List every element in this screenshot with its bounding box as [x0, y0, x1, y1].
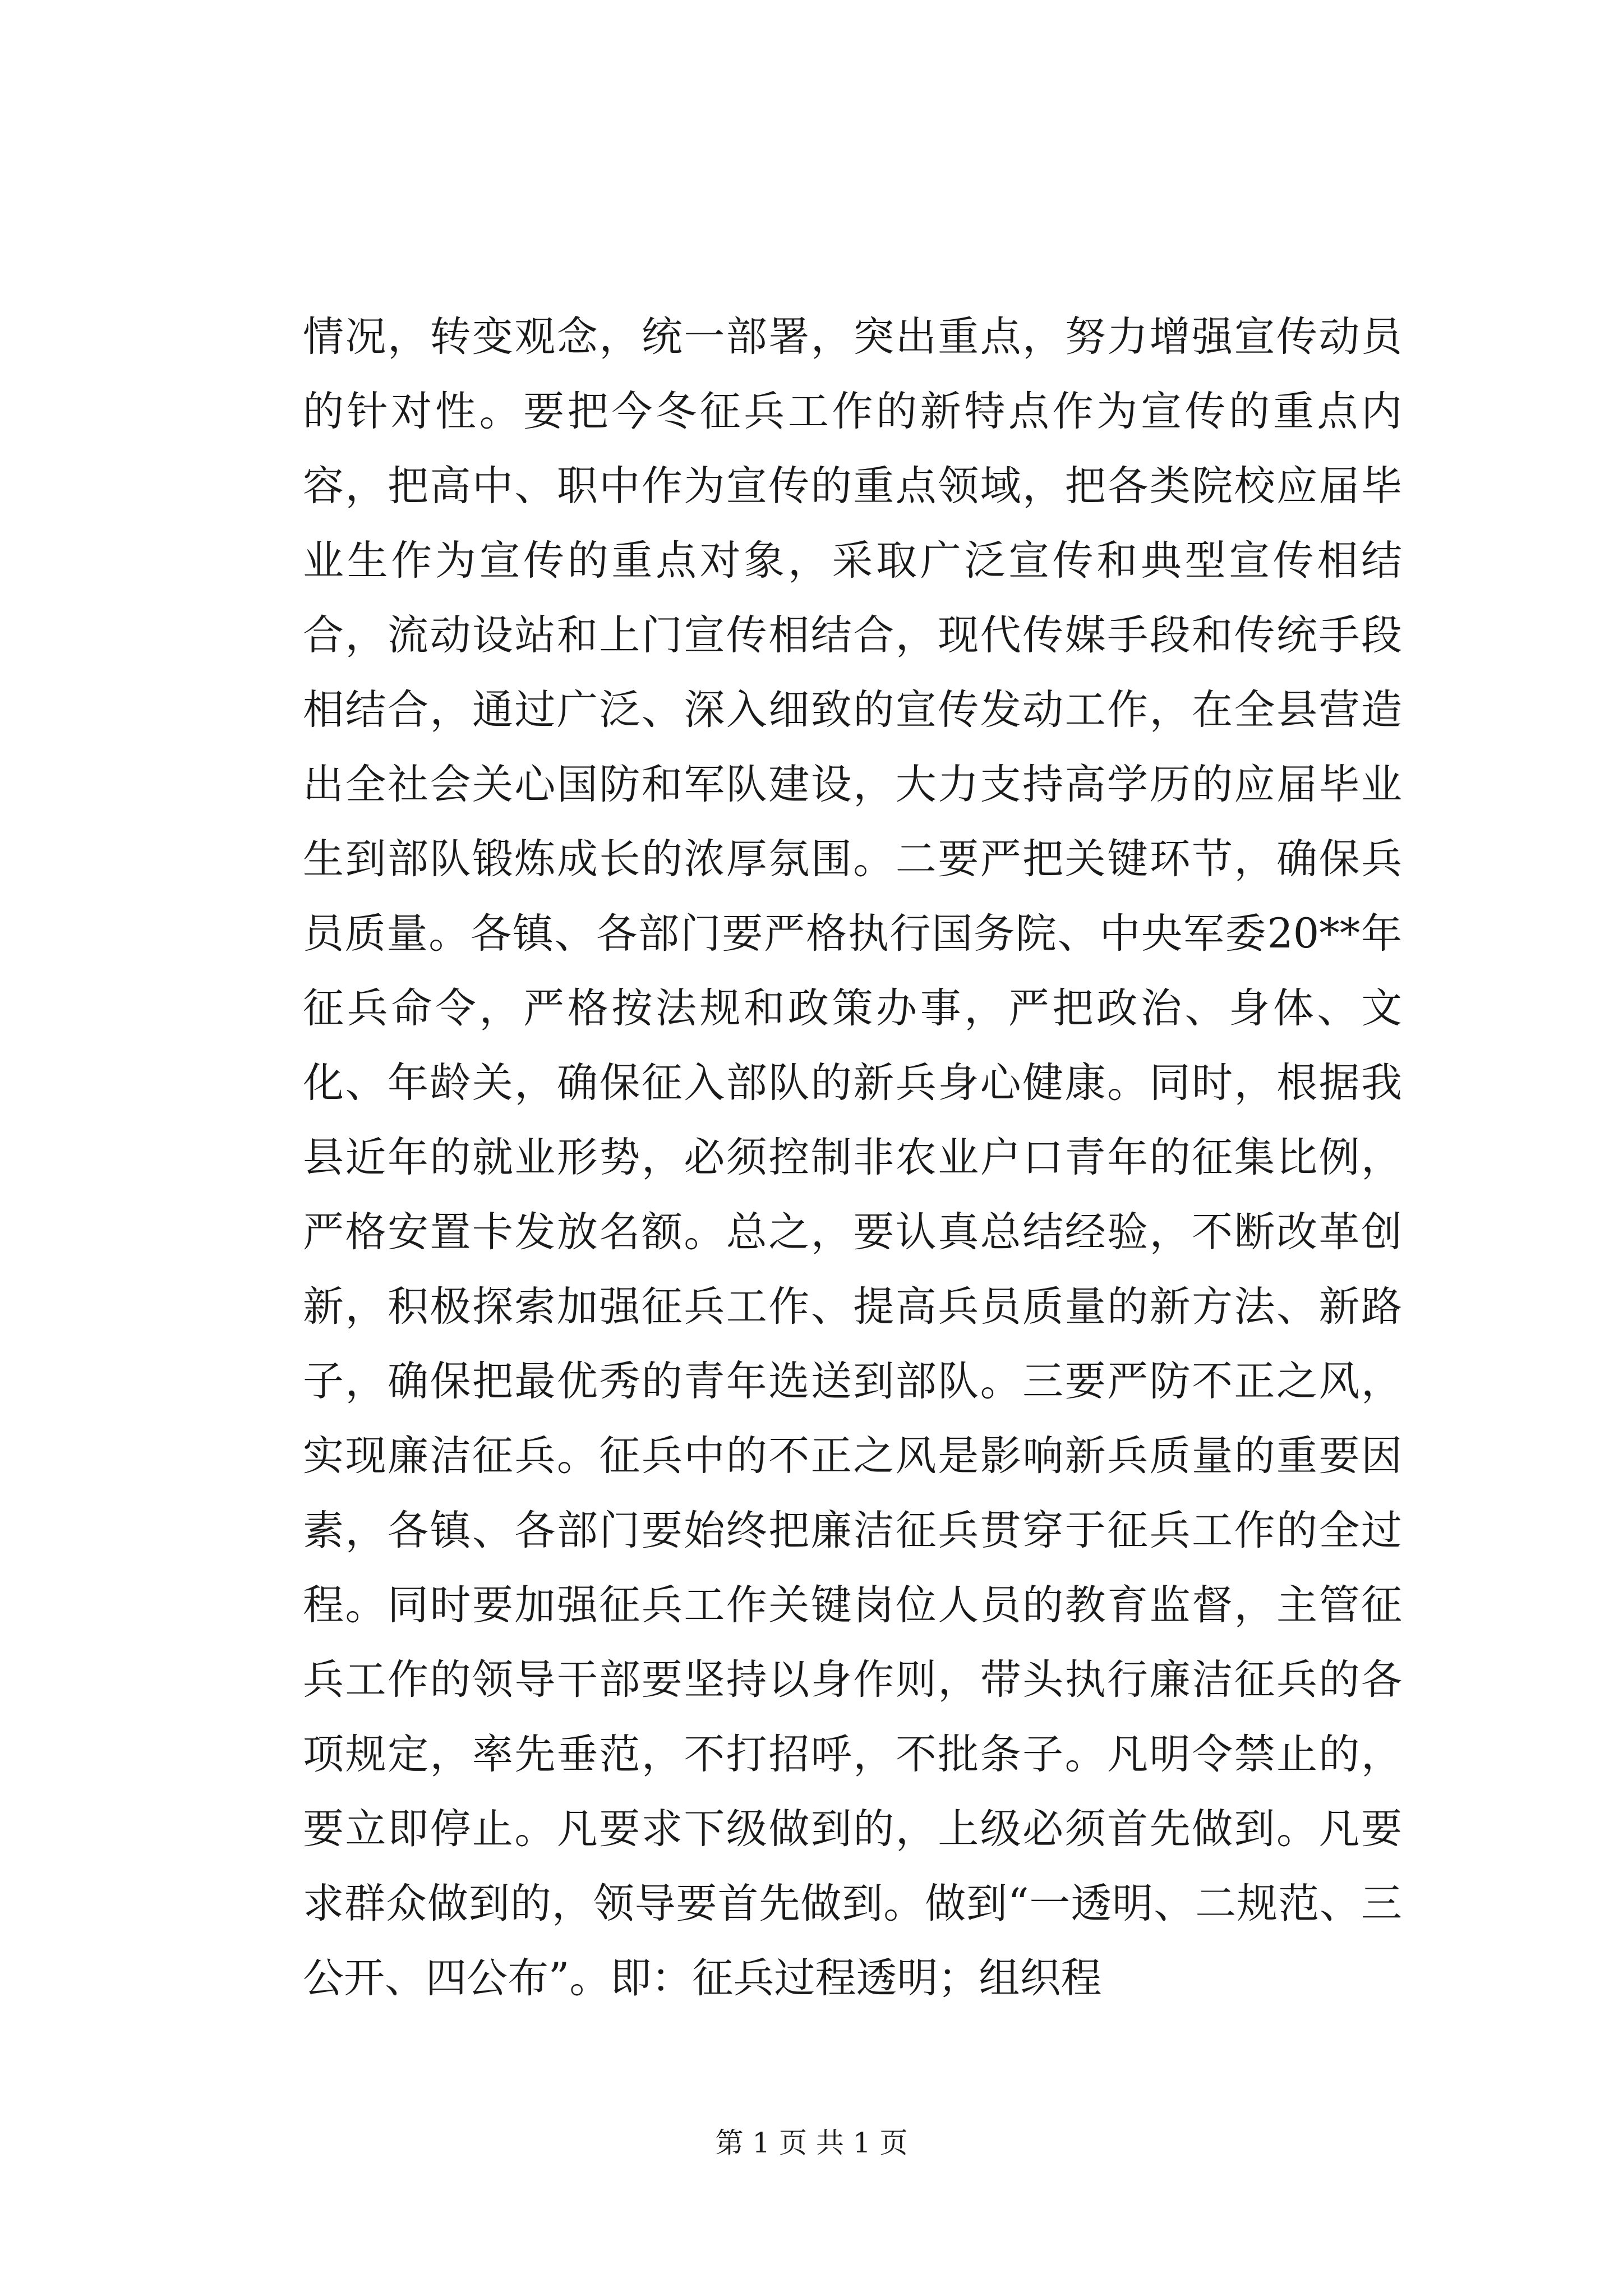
body-paragraph: 情况，转变观念，统一部署，突出重点，努力增强宣传动员的针对性。要把今冬征兵工作的新特点作为宣传的重点内容，把高中、职中作为宣传的重点领域，把各类院校应届毕业生作为宣传的重点对象，采取广泛宣传和典型宣传相结合，流动设站和上门宣传相结合，现代传媒手段和传统手段相结合，通过广泛、深入细致的宣传发动工作，在全县营造出全社会关心国防和军队建设，大力支持高学历的应届毕业生到部队锻炼成长的浓厚氛围。二要严把关键环节，确保兵员质量。各镇、各部门要严格执行国务院、中央军委20**年征兵命令，严格按法规和政策办事，严把政治、身体、文化、年龄关，确保征入部队的新兵身心健康。同时，根据我县近年的就业形势，必须控制非农业户口青年的征集比例，严格安置卡发放名额。总之，要认真总结经验，不断改革创新，积极探索加强征兵工作、提高兵员质量的新方法、新路子，确保把最优秀的青年选送到部队。三要严防不正之风，实现廉洁征兵。征兵中的不正之风是影响新兵质量的重要因素，各镇、各部门要始终把廉洁征兵贯穿于征兵工作的全过程。同时要加强征兵工作关键岗位人员的教育监督，主管征兵工作的领导干部要坚持以身作则，带头执行廉洁征兵的各项规定，率先垂范，不打招呼，不批条子。凡明令禁止的，要立即停止。凡要求下级做到的，上级必须首先做到。凡要求群众做到的，领导要首先做到。做到“一透明、二规范、三公开、四公布”。即：征兵过程透明；组织程 — [303, 313, 1402, 2002]
page-footer: 第 1 页 共 1 页 — [715, 2127, 908, 2159]
